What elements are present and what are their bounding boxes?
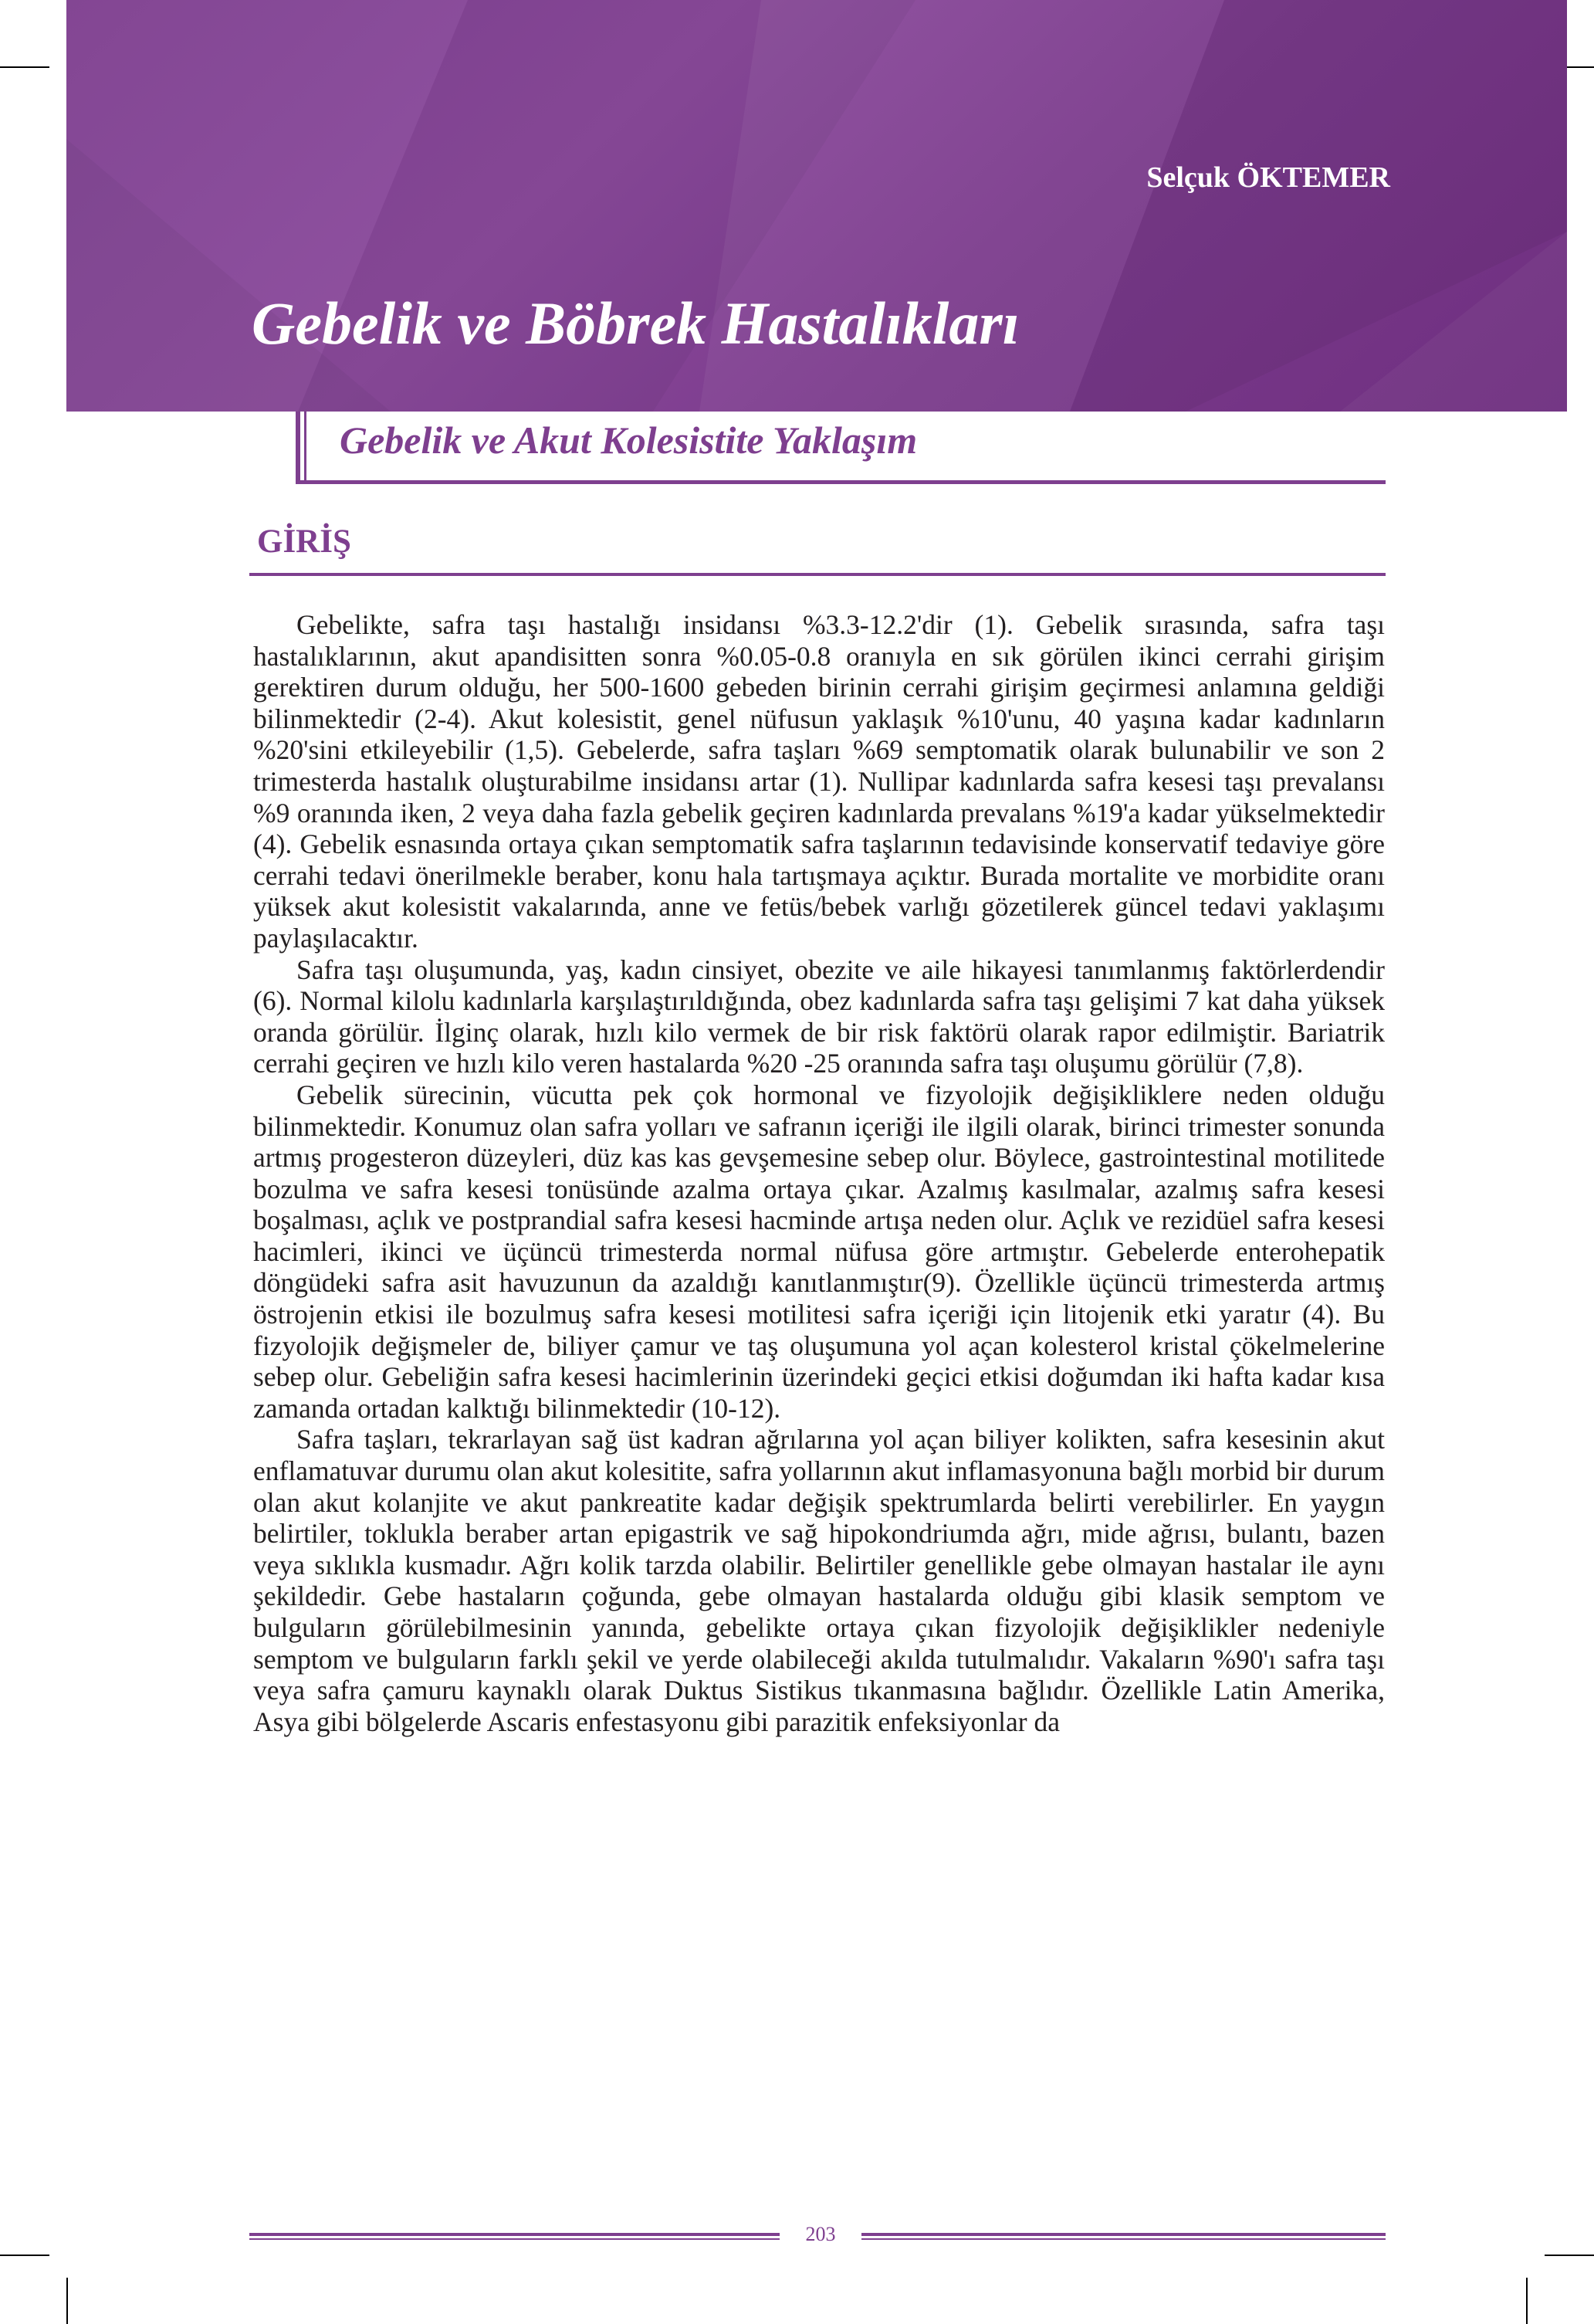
chapter-bracket-bar [296, 412, 300, 484]
body-text [253, 609, 1385, 1737]
footer-rule [249, 2233, 780, 2236]
book-title: Gebelik ve Böbrek Hastalıkları [252, 290, 1020, 357]
footer-rule [249, 2238, 780, 2240]
author-name: Selçuk ÖKTEMER [1146, 161, 1390, 194]
paragraph: Safra taşı oluşumunda, yaş, kadın cinsiyet, obezite ve aile hikayesi tanımlanmış faktörlerdendir (6). Normal kilolu kadınlarla karşılaştırıldığında, obez kadınlarda safra taşı gelişimi 7 kat daha yüksek oranda görülür. İlginç olarak, hızlı kilo vermek de bir risk faktörü olarak rapor edilmiştir. Bariatrik cerrahi geçiren ve hızlı kilo veren hastalarda %20 -25 oranında safra taşı oluşumu görülür (7,8). [253, 954, 1385, 1079]
paragraph: Gebelik sürecinin, vücutta pek çok hormonal ve fizyolojik değişikliklere neden olduğu bilinmektedir. Konumuz olan safra yolları ve safranın içeriği ile ilgili olarak, birinci trimester sonunda artmış progesteron düzeyleri, düz kas kas gevşemesine sebep olur. Böylece, gastrointestinal motilitede bozulma ve safra kesesi tonüsünde azalma ortaya çıkar. Azalmış kasılmalar, azalmış safra kesesi boşalması, açlık ve postprandial safra kesesi hacminde artışa neden olur. Açlık ve rezidüel safra kesesi hacimleri, ikinci ve üçüncü trimesterda normal nüfusa göre artmıştır. Gebelerde enterohepatik döngüdeki safra asit havuzunun da azaldığı kanıtlanmıştır(9). Özellikle üçüncü trimesterda artmış östrojenin etkisi ile bozulmuş safra kesesi motilitesi safra içeriği için litojenik etki yaratır (4). Bu fizyolojik değişmeler de, biliyer çamur ve taş oluşumuna yol açan kolesterol kristal çökelmelerine sebep olur. Gebeliğin safra kesesi hacimlerinin üzerindeki geçici etkisi doğumdan iki hafta kadar kısa zamanda ortadan kalktığı bilinmektedir (10-12). [253, 1079, 1385, 1424]
header-banner [66, 0, 1567, 412]
chapter-bracket-bar [304, 412, 306, 484]
crop-mark [0, 66, 49, 68]
section-divider [249, 573, 1386, 576]
crop-mark [1526, 2278, 1528, 2324]
section-heading: GİRİŞ [257, 523, 351, 560]
chapter-underline [296, 480, 1386, 484]
footer-rule [861, 2238, 1386, 2240]
chapter-title: Gebelik ve Akut Kolesistite Yaklaşım [340, 418, 918, 462]
paragraph: Safra taşları, tekrarlayan sağ üst kadran ağrılarına yol açan biliyer kolikten, safra kesesinin akut enflamatuvar durumu olan akut kolesitite, safra yollarının akut inflamasyonuna bağlı morbid bir durum olan akut kolanjite ve akut pankreatite kadar değişik spektrumlarda belirti verebilirler. En yaygın belirtiler, toklukla beraber artan epigastrik ve sağ hipokondriumda ağrı, mide ağrısı, bulantı, bazen veya sıklıkla kusmadır. Ağrı kolik tarzda olabilir. Belirtiler genellikle gebe olmayan hastalar ile aynı şekildedir. Gebe hastaların çoğunda, gebe olmayan hastalarda olduğu gibi klasik semptom ve bulguların görülebilmesinin yanında, gebelikte ortaya çıkan fizyolojik değişiklikler nedeniyle semptom ve bulguların farklı şekil ve yerde olabileceği akılda tutulmalıdır. Vakaların %90'ı safra taşı veya safra çamuru kaynaklı olarak Duktus Sistikus tıkanmasına bağlıdır. Özellikle Latin Amerika, Asya gibi bölgelerde Ascaris enfestasyonu gibi parazitik enfeksiyonlar da [253, 1424, 1385, 1737]
page-number: 203 [805, 2223, 836, 2245]
footer-rule [861, 2233, 1386, 2236]
crop-mark [66, 2278, 68, 2324]
crop-mark [1545, 2255, 1594, 2256]
paragraph: Gebelikte, safra taşı hastalığı insidansı %3.3-12.2'dir (1). Gebelik sırasında, safra taşı hastalıklarının, akut apandisitten sonra %0.05-0.8 oranıyla en sık görülen ikinci cerrahi girişim gerektiren durum olduğu, her 500-1600 gebeden birinin cerrahi girişim geçirmesi anlamına geldiği bilinmektedir (2-4). Akut kolesistit, genel nüfusun yaklaşık %10'unu, 40 yaşına kadar kadınların %20'sini etkileyebilir (1,5). Gebelerde, safra taşları %69 semptomatik olarak bulunabilir ve son 2 trimesterda hastalık oluşturabilme insidansı artar (1). Nullipar kadınlarda safra kesesi taşı prevalansı %9 oranında iken, 2 veya daha fazla gebelik geçiren kadınlarda prevalans %19'a kadar yükselmektedir (4). Gebelik esnasında ortaya çıkan semptomatik safra taşlarının tedavisinde konservatif tedaviye göre cerrahi tedavi önerilmekle beraber, konu hala tartışmaya açıktır. Burada mortalite ve morbidite oranı yüksek akut kolesistit vakalarında, anne ve fetüs/bebek varlığı gözetilerek güncel tedavi yaklaşımı paylaşılacaktır. [253, 609, 1385, 954]
crop-mark [0, 2255, 49, 2256]
